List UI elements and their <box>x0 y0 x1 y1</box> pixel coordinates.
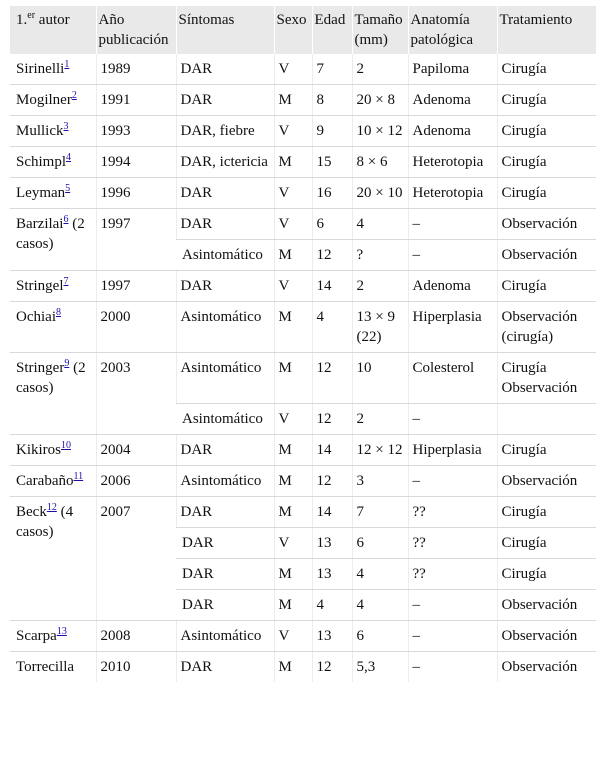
author-cell <box>10 147 96 178</box>
symptoms-cell: DAR <box>176 85 274 116</box>
table-row <box>10 85 596 116</box>
age-cell: 4 <box>312 302 352 353</box>
reference-link[interactable]: 8 <box>55 307 61 318</box>
size-cell: 2 <box>352 271 408 302</box>
reference-link[interactable]: 3 <box>63 121 69 132</box>
symptoms-cell: DAR <box>176 435 274 466</box>
symptoms-cell: Asintomático <box>176 404 274 435</box>
year-cell: 1994 <box>96 147 176 178</box>
age-cell: 13 <box>312 621 352 652</box>
treatment-cell: Observación <box>497 209 596 240</box>
year-cell: 1989 <box>96 54 176 85</box>
sex-cell: V <box>274 271 312 302</box>
author-cell <box>10 116 96 147</box>
size-cell: 10 × 12 <box>352 116 408 147</box>
author-cell <box>10 435 96 466</box>
symptoms-cell: DAR <box>176 559 274 590</box>
author-name: Barzilai <box>16 216 64 232</box>
year-cell: 1991 <box>96 85 176 116</box>
age-cell: 15 <box>312 147 352 178</box>
sex-cell: M <box>274 466 312 497</box>
symptoms-cell: DAR <box>176 652 274 683</box>
treatment-cell: Observación <box>497 466 596 497</box>
pathology-cell: Adenoma <box>408 85 497 116</box>
treatment-cell: Observación <box>497 621 596 652</box>
reference-link[interactable]: 11 <box>73 471 84 482</box>
author-name: Carabaño <box>16 473 74 489</box>
year-cell: 1996 <box>96 178 176 209</box>
author-cell <box>10 621 96 652</box>
sex-cell: M <box>274 652 312 683</box>
sex-cell: M <box>274 559 312 590</box>
sex-cell: M <box>274 435 312 466</box>
case-count: (2 casos) <box>16 216 85 252</box>
author-name: Stringel <box>16 278 64 294</box>
year-cell: 2010 <box>96 652 176 683</box>
size-cell: ? <box>352 240 408 271</box>
sex-cell: M <box>274 353 312 404</box>
sex-cell: V <box>274 528 312 559</box>
author-name: Sirinelli <box>16 61 65 77</box>
header-size: Tamaño (mm) <box>352 6 408 54</box>
pathology-cell: ?? <box>408 528 497 559</box>
author-name: Kikiros <box>16 442 61 458</box>
reference-link[interactable]: 4 <box>66 152 72 163</box>
year-cell: 2008 <box>96 621 176 652</box>
author-cell <box>10 652 96 683</box>
table-row <box>10 271 596 302</box>
size-cell: 6 <box>352 528 408 559</box>
reference-link[interactable]: 7 <box>63 276 69 287</box>
treatment-cell: Observación <box>497 652 596 683</box>
symptoms-cell: DAR <box>176 271 274 302</box>
size-cell: 10 <box>352 353 408 404</box>
author-name: Mullick <box>16 123 64 139</box>
pathology-cell: – <box>408 466 497 497</box>
treatment-cell: Cirugía <box>497 178 596 209</box>
header-author-prefix: 1. <box>16 12 28 28</box>
age-cell: 12 <box>312 240 352 271</box>
treatment-cell: Cirugía <box>497 85 596 116</box>
treatment-cell: Observación <box>497 240 596 271</box>
author-name: Ochiai <box>16 309 56 325</box>
age-cell: 12 <box>312 404 352 435</box>
pathology-cell: – <box>408 621 497 652</box>
sex-cell: V <box>274 116 312 147</box>
table-row <box>10 497 596 528</box>
pathology-cell: Colesterol <box>408 353 497 404</box>
sex-cell: M <box>274 590 312 621</box>
header-author <box>10 6 96 54</box>
treatment-cell: Cirugía <box>497 559 596 590</box>
pathology-cell: Heterotopia <box>408 178 497 209</box>
author-name: Mogilner <box>16 92 72 108</box>
table-row <box>10 652 596 683</box>
author-name: Beck <box>16 504 47 520</box>
pathology-cell: – <box>408 404 497 435</box>
header-year: Año publicación <box>96 6 176 54</box>
size-cell: 8 × 6 <box>352 147 408 178</box>
pathology-cell: Hiperplasia <box>408 302 497 353</box>
pathology-cell: – <box>408 590 497 621</box>
reference-link[interactable]: 10 <box>61 440 71 451</box>
age-cell: 12 <box>312 353 352 404</box>
author-name: Schimpl <box>16 154 67 170</box>
sex-cell: M <box>274 240 312 271</box>
size-cell: 5,3 <box>352 652 408 683</box>
treatment-cell: Observación (cirugía) <box>497 302 596 353</box>
header-treatment: Tratamiento <box>497 6 596 54</box>
pathology-cell: – <box>408 652 497 683</box>
treatment-cell: Cirugía <box>497 116 596 147</box>
size-cell: 12 × 12 <box>352 435 408 466</box>
symptoms-cell: DAR <box>176 497 274 528</box>
treatment-text: Cirugía Observación <box>501 360 578 396</box>
table-row <box>10 621 596 652</box>
size-cell: 3 <box>352 466 408 497</box>
pathology-cell: Adenoma <box>408 116 497 147</box>
reference-link[interactable]: 13 <box>56 626 67 637</box>
author-cell <box>10 209 96 271</box>
table-header-row <box>10 6 596 54</box>
treatment-cell: Cirugía <box>497 435 596 466</box>
age-cell: 8 <box>312 85 352 116</box>
age-cell: 12 <box>312 466 352 497</box>
pathology-cell: – <box>408 209 497 240</box>
sex-cell: V <box>274 209 312 240</box>
symptoms-cell: Asintomático <box>176 353 274 404</box>
age-cell: 12 <box>312 652 352 683</box>
reference-link[interactable]: 1 <box>64 59 70 70</box>
table-row <box>10 54 596 85</box>
header-author-sup: er <box>27 10 36 21</box>
pathology-cell: Adenoma <box>408 271 497 302</box>
reference-link[interactable]: 5 <box>65 183 71 194</box>
age-cell: 14 <box>312 497 352 528</box>
symptoms-cell: DAR, ictericia <box>176 147 274 178</box>
author-cell <box>10 178 96 209</box>
author-cell <box>10 271 96 302</box>
year-cell: 2000 <box>96 302 176 353</box>
case-count: (2 casos) <box>16 360 86 396</box>
header-pathology: Anatomía patológica <box>408 6 497 54</box>
year-cell: 2004 <box>96 435 176 466</box>
sex-cell: V <box>274 178 312 209</box>
case-count: (4 casos) <box>16 504 74 540</box>
size-cell: 7 <box>352 497 408 528</box>
sex-cell: M <box>274 147 312 178</box>
symptoms-cell: Asintomático <box>176 302 274 353</box>
sex-cell: V <box>274 54 312 85</box>
author-cell <box>10 85 96 116</box>
author-cell <box>10 353 96 435</box>
symptoms-cell: DAR <box>176 54 274 85</box>
reference-link[interactable]: 2 <box>71 90 77 101</box>
symptoms-cell: DAR <box>176 528 274 559</box>
header-symptoms: Síntomas <box>176 6 274 54</box>
age-cell: 14 <box>312 271 352 302</box>
author-cell <box>10 466 96 497</box>
size-cell: 4 <box>352 590 408 621</box>
table-row <box>10 466 596 497</box>
age-cell: 14 <box>312 435 352 466</box>
symptoms-cell: Asintomático <box>176 621 274 652</box>
pathology-cell: – <box>408 240 497 271</box>
author-name: Leyman <box>16 185 66 201</box>
author-name: Torrecilla <box>16 659 75 675</box>
age-cell: 4 <box>312 590 352 621</box>
size-cell: 4 <box>352 209 408 240</box>
symptoms-cell: DAR <box>176 209 274 240</box>
year-cell: 1997 <box>96 209 176 271</box>
pathology-cell: Hiperplasia <box>408 435 497 466</box>
size-cell: 20 × 8 <box>352 85 408 116</box>
year-cell: 2003 <box>96 353 176 435</box>
table-row <box>10 147 596 178</box>
treatment-cell <box>497 353 596 404</box>
sex-cell: M <box>274 497 312 528</box>
age-cell: 9 <box>312 116 352 147</box>
treatment-cell: Cirugía <box>497 528 596 559</box>
header-sex: Sexo <box>274 6 312 54</box>
table-container <box>10 6 596 682</box>
table-row <box>10 435 596 466</box>
sex-cell: M <box>274 302 312 353</box>
table-row <box>10 178 596 209</box>
treatment-cell: Cirugía <box>497 147 596 178</box>
author-name: Scarpa <box>16 628 57 644</box>
size-cell: 20 × 10 <box>352 178 408 209</box>
author-cell <box>10 54 96 85</box>
sex-cell: M <box>274 85 312 116</box>
header-author-suffix: autor <box>35 12 70 28</box>
author-cell <box>10 497 96 621</box>
treatment-cell <box>497 404 596 435</box>
symptoms-cell: Asintomático <box>176 466 274 497</box>
year-cell: 1993 <box>96 116 176 147</box>
author-cell <box>10 302 96 353</box>
treatment-cell: Cirugía <box>497 54 596 85</box>
symptoms-cell: DAR <box>176 178 274 209</box>
symptoms-cell: DAR <box>176 590 274 621</box>
symptoms-cell: Asintomático <box>176 240 274 271</box>
treatment-cell: Observación <box>497 590 596 621</box>
pathology-cell: ?? <box>408 497 497 528</box>
year-cell: 2007 <box>96 497 176 621</box>
age-cell: 7 <box>312 54 352 85</box>
reference-link[interactable]: 12 <box>46 502 57 513</box>
size-cell: 2 <box>352 54 408 85</box>
header-age: Edad <box>312 6 352 54</box>
table-row <box>10 302 596 353</box>
pathology-cell: Heterotopia <box>408 147 497 178</box>
size-cell: 2 <box>352 404 408 435</box>
age-cell: 13 <box>312 528 352 559</box>
age-cell: 13 <box>312 559 352 590</box>
size-cell: 6 <box>352 621 408 652</box>
symptoms-cell: DAR, fiebre <box>176 116 274 147</box>
age-cell: 6 <box>312 209 352 240</box>
year-cell: 1997 <box>96 271 176 302</box>
table-row <box>10 209 596 240</box>
size-cell: 4 <box>352 559 408 590</box>
age-cell: 16 <box>312 178 352 209</box>
reference-link[interactable]: 9 <box>64 358 70 369</box>
year-cell: 2006 <box>96 466 176 497</box>
pathology-cell: ?? <box>408 559 497 590</box>
treatment-cell: Cirugía <box>497 497 596 528</box>
author-name: Stringer <box>16 360 65 376</box>
treatment-cell: Cirugía <box>497 271 596 302</box>
sex-cell: V <box>274 404 312 435</box>
size-cell: 13 × 9 (22) <box>352 302 408 353</box>
sex-cell: V <box>274 621 312 652</box>
case-table <box>10 6 596 682</box>
pathology-cell: Papiloma <box>408 54 497 85</box>
table-row <box>10 116 596 147</box>
table-row <box>10 353 596 404</box>
reference-link[interactable]: 6 <box>63 214 69 225</box>
